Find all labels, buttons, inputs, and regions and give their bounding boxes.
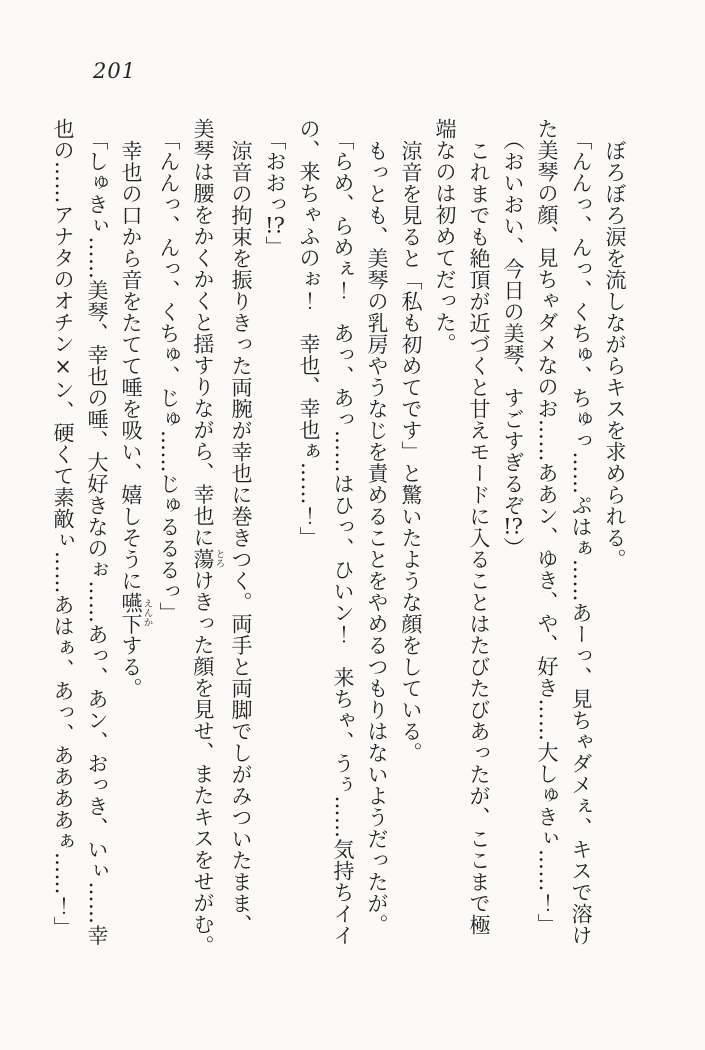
text-line: 「しゅきぃ……美琴、幸也の唾、大好きなのぉ……あっ、あン、おっき、いぃ……幸: [85, 129, 109, 946]
ruby-annotated-word: 嚥下えんか: [119, 591, 153, 635]
text-line: の、来ちゃふのぉ！ 幸也、幸也ぁ……！」: [297, 118, 321, 548]
tate-chu-yoko: !?: [265, 215, 285, 236]
page-number: 201: [93, 59, 137, 83]
text-block: [46, 118, 632, 963]
text-line: 「おおっ!?」: [263, 129, 287, 258]
text-line: 涼音を見ると「私も初めてです」と驚いたような顔をしている。: [399, 140, 423, 764]
text-line: もっとも、美琴の乳房やうなじを責めることをやめるつもりはないようだったが。: [365, 140, 389, 936]
text-line: た美琴の顔、見ちゃダメなのお……ああン、ゆき、や、好き……大しゅきぃ……！」: [535, 118, 559, 935]
tate-chu-yoko: !?: [503, 516, 523, 537]
text-line: 端なのは初めてだった。: [433, 118, 457, 355]
text-line: ぼろぼろ涙を流しながらキスを求められる。: [603, 140, 627, 570]
text-line: 「らめ、らめぇ！ あっ、あっ……はひっ、ひいン！ 来ちゃ、うぅ……気持ちイイ: [331, 129, 355, 946]
text-line: （おいおい、今日の美琴、すごすぎるぞ!?）: [501, 129, 525, 559]
text-line: 「んんっ、んっ、くちゅ、じゅ……じゅるるるっ」: [157, 129, 181, 624]
text-line: 「んんっ、んっ、くちゅ、ちゅっ……ぷはぁ……あーっ、見ちゃダメぇ、キスで溶け: [569, 129, 593, 946]
text-line: 幸也の口から音をたてて唾を吸い、嬉しそうに嚥下えんかする。: [119, 140, 153, 699]
text-line: これまでも絶頂が近づくと甘えモードに入ることはたびたびあったが、ここまで極: [467, 140, 491, 936]
text-line: 也の……アナタのオチン×ン、硬くて素敵ぃ……あはぁ、あっ、ああああぁ……！」: [51, 118, 75, 938]
text-line: 美琴は腰をかくかくと揺すりながら、幸也に蕩とろけきった顔を見せ、またキスをせがむ。: [191, 118, 225, 957]
ruby-annotated-word: 蕩とろ: [191, 548, 225, 570]
text-line: 涼音の拘束を振りきった両腕が幸也に巻きつく。両手と両脚でしがみついたまま、: [229, 140, 253, 936]
